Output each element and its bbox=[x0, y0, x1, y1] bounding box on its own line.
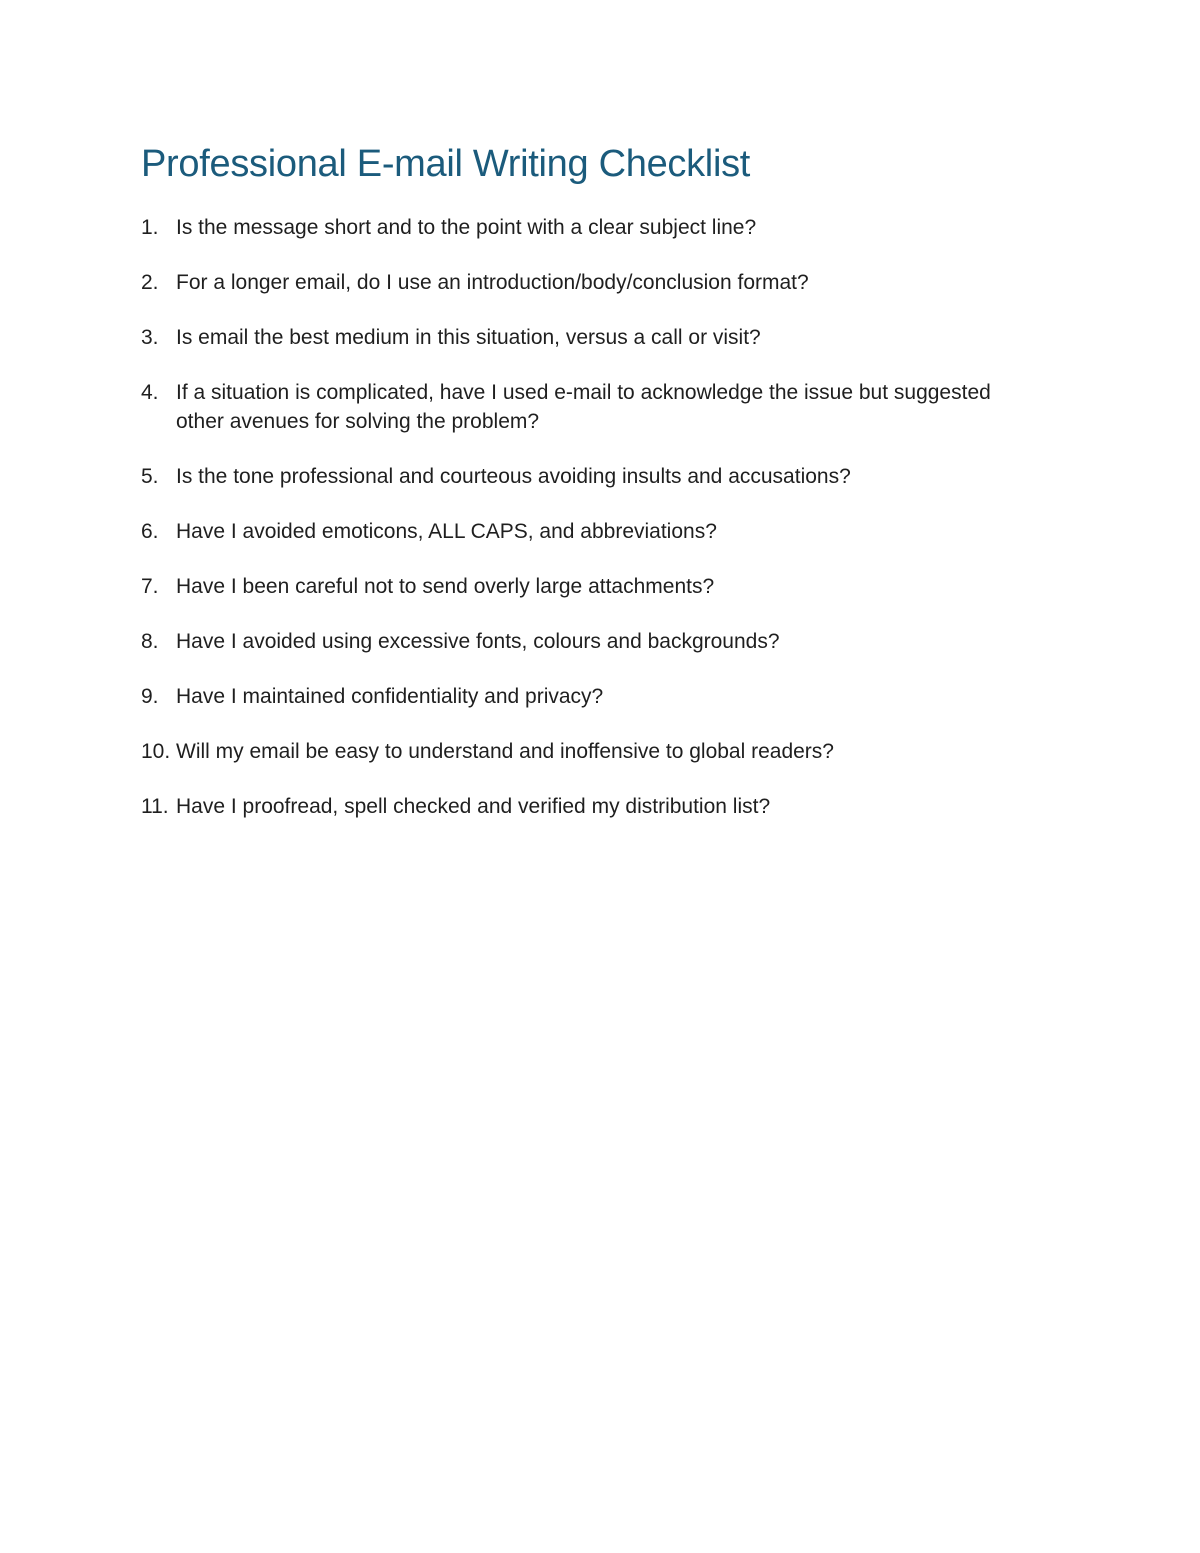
list-item bbox=[141, 268, 1041, 297]
list-item-text: Have I avoided emoticons, ALL CAPS, and abbreviations? bbox=[176, 520, 717, 543]
list-item bbox=[141, 627, 1041, 656]
list-item-text: If a situation is complicated, have I used e-mail to acknowledge the issue but suggested other avenues for solving the problem? bbox=[176, 381, 991, 433]
list-item-number: 5. bbox=[141, 465, 159, 488]
list-item-text: Is email the best medium in this situation, versus a call or visit? bbox=[176, 326, 761, 349]
list-item-number: 7. bbox=[141, 575, 159, 598]
list-item-text: Have I maintained confidentiality and privacy? bbox=[176, 685, 604, 708]
list-item-text: Is the message short and to the point with a clear subject line? bbox=[176, 216, 757, 239]
list-item-text: For a longer email, do I use an introduction/body/conclusion format? bbox=[176, 271, 809, 294]
list-item-text: Is the tone professional and courteous avoiding insults and accusations? bbox=[176, 465, 851, 488]
list-item-number: 8. bbox=[141, 630, 159, 653]
page-title: Professional E-mail Writing Checklist bbox=[141, 143, 751, 185]
list-item bbox=[141, 462, 1041, 491]
list-item-number: 2. bbox=[141, 271, 159, 294]
list-item bbox=[141, 378, 1041, 436]
checklist bbox=[141, 213, 1041, 847]
list-item-text: Will my email be easy to understand and inoffensive to global readers? bbox=[176, 740, 834, 763]
list-item-number: 9. bbox=[141, 685, 159, 708]
list-item bbox=[141, 572, 1041, 601]
list-item-text: Have I avoided using excessive fonts, colours and backgrounds? bbox=[176, 630, 780, 653]
list-item-number: 11. bbox=[141, 795, 169, 818]
list-item-number: 3. bbox=[141, 326, 159, 349]
list-item bbox=[141, 737, 1041, 766]
list-item bbox=[141, 792, 1041, 821]
list-item-number: 6. bbox=[141, 520, 159, 543]
list-item-text: Have I proofread, spell checked and verified my distribution list? bbox=[176, 795, 771, 818]
list-item bbox=[141, 517, 1041, 546]
list-item-number: 1. bbox=[141, 216, 159, 239]
list-item-number: 4. bbox=[141, 381, 159, 404]
list-item bbox=[141, 682, 1041, 711]
list-item bbox=[141, 213, 1041, 242]
list-item-number: 10. bbox=[141, 740, 171, 763]
list-item bbox=[141, 323, 1041, 352]
list-item-text: Have I been careful not to send overly large attachments? bbox=[176, 575, 715, 598]
